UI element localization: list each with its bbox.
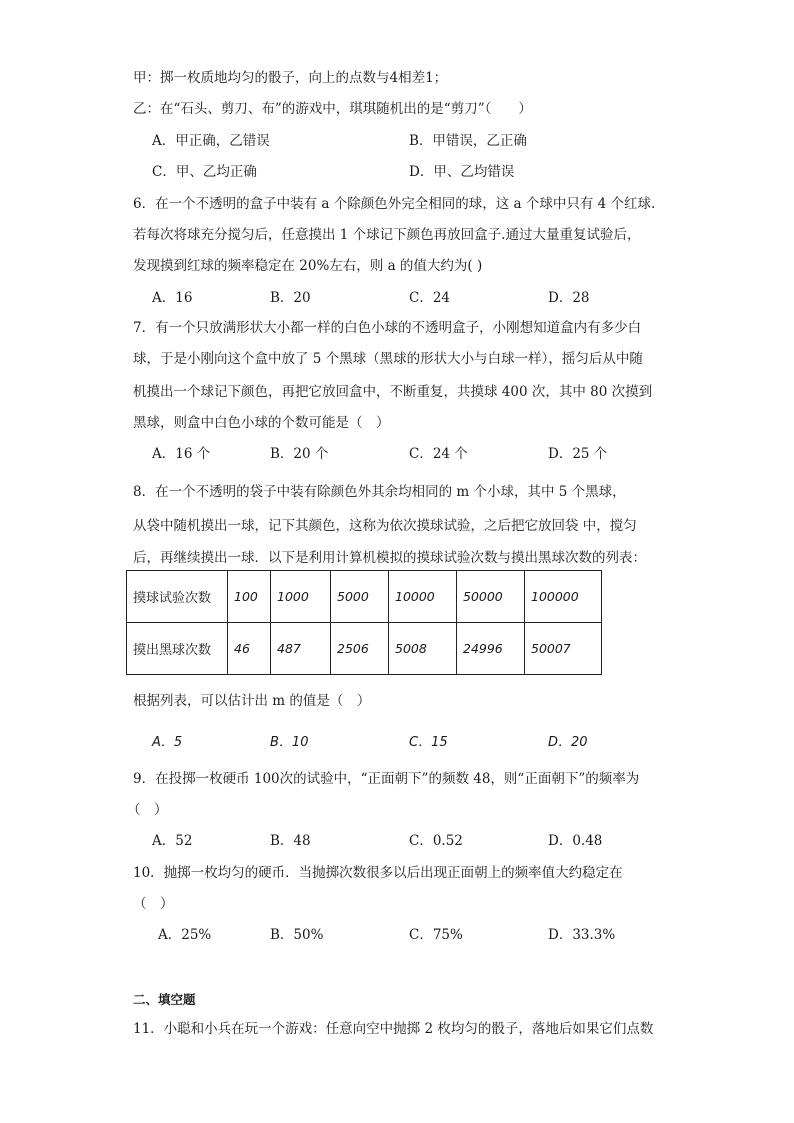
- q7-option-a: A．16 个: [152, 446, 211, 462]
- table-row: [127, 571, 602, 623]
- q9-option-c: C．0.52: [409, 833, 463, 849]
- table-cell: 100000: [525, 571, 602, 623]
- q7-text-line-3: 机摸出一个球记下颜色，再把它放回盒中，不断重复，共摸球 400 次，其中 80 次摸到: [133, 384, 653, 400]
- q8-option-c: C．15: [409, 735, 448, 750]
- table-cell: 1000: [271, 571, 331, 623]
- q7-option-c: C．24 个: [409, 446, 468, 462]
- q11-text-line-1: 11．小聪和小兵在玩一个游戏：任意向空中抛掷 2 枚均匀的骰子，落地后如果它们点数: [133, 1021, 654, 1037]
- q9-option-d: D．0.48: [548, 833, 603, 849]
- q7-text-line-1: 7．有一个只放满形状大小都一样的白色小球的不透明盒子，小刚想知道盒内有多少白: [133, 320, 642, 336]
- q8-question: 根据列表，可以估计出 m 的值是（ ）: [133, 693, 371, 709]
- table-row: [127, 623, 602, 675]
- q8-option-d: D．20: [548, 735, 588, 750]
- q6-option-c: C．24: [409, 290, 451, 306]
- q7-option-d: D．25 个: [548, 446, 608, 462]
- q5-statement-a: 甲：掷一枚质地均匀的骰子，向上的点数与4相差1；: [133, 70, 448, 86]
- table-cell: 46: [228, 623, 271, 675]
- q10-option-d: D．33.3%: [548, 927, 616, 943]
- q5-statement-b: 乙：在“石头、剪刀、布”的游戏中，琪琪随机出的是“剪刀”（ ）: [133, 101, 532, 117]
- table-row-label: 摸球试验次数: [127, 571, 228, 623]
- table-cell: 5008: [389, 623, 457, 675]
- q9-text-line-2: （ ）: [127, 802, 168, 818]
- q8-option-b: B．10: [270, 735, 309, 750]
- table-cell: 24996: [457, 623, 525, 675]
- q8-text-line-2: 从袋中随机摸出一球，记下其颜色，这称为依次摸球试验，之后把它放回袋 中，搅匀: [133, 518, 637, 534]
- q7-option-b: B．20 个: [270, 446, 329, 462]
- table-cell: 50000: [457, 571, 525, 623]
- q6-text-line-3: 发现摸到红球的频率稳定在 20%左右，则 a 的值大约为( ): [133, 258, 483, 274]
- q6-text-line-2: 若每次将球充分搅匀后，任意摸出 1 个球记下颜色再放回盒子.通过大量重复试验后，: [133, 227, 641, 243]
- q8-text-line-1: 8．在一个不透明的袋子中装有除颜色外其余均相同的 m 个小球，其中 5 个黑球，: [133, 484, 626, 500]
- q5-option-d: D．甲、乙均错误: [409, 164, 515, 180]
- table-cell: 10000: [389, 571, 457, 623]
- table-cell: 5000: [331, 571, 389, 623]
- q9-option-a: A．52: [152, 833, 193, 849]
- table-cell: 100: [228, 571, 271, 623]
- table-cell: 2506: [331, 623, 389, 675]
- q10-option-c: C．75%: [409, 927, 463, 943]
- q9-text-line-1: 9．在投掷一枚硬币 100次的试验中，“正面朝下”的频数 48，则“正面朝下”的频率为: [133, 771, 640, 787]
- table-cell: 50007: [525, 623, 602, 675]
- q10-text-line-1: 10．抛掷一枚均匀的硬币．当抛掷次数很多以后出现正面朝上的频率值大约稳定在: [133, 865, 623, 881]
- q6-option-a: A．16: [152, 290, 193, 306]
- table-row-label: 摸出黑球次数: [127, 623, 228, 675]
- q5-option-c: C．甲、乙均正确: [152, 164, 257, 180]
- q9-option-b: B．48: [270, 833, 311, 849]
- q8-option-a: A．5: [152, 735, 183, 750]
- section-heading: 二、填空题: [133, 992, 196, 1007]
- q10-text-line-2: （ ）: [133, 896, 174, 912]
- q6-option-b: B．20: [270, 290, 311, 306]
- q6-option-d: D．28: [548, 290, 590, 306]
- q5-option-a: A．甲正确，乙错误: [152, 133, 270, 149]
- q6-text-line-1: 6．在一个不透明的盒子中装有 a 个除颜色外完全相同的球，这 a 个球中只有 4 个红球.: [133, 196, 656, 212]
- trial-results-table: [126, 570, 602, 675]
- q7-text-line-2: 球，于是小刚向这个盒中放了 5 个黑球（黑球的形状大小与白球一样），摇匀后从中随: [133, 351, 643, 367]
- table-cell: 487: [271, 623, 331, 675]
- q5-option-b: B．甲错误，乙正确: [409, 133, 527, 149]
- q7-text-line-4: 黑球，则盒中白色小球的个数可能是（ ）: [133, 415, 390, 431]
- q10-option-b: B．50%: [270, 927, 324, 943]
- q10-option-a: A．25%: [158, 927, 212, 943]
- q8-text-line-3: 后，再继续摸出一球．以下是利用计算机模拟的摸球试验次数与摸出黑球次数的列表：: [133, 550, 646, 566]
